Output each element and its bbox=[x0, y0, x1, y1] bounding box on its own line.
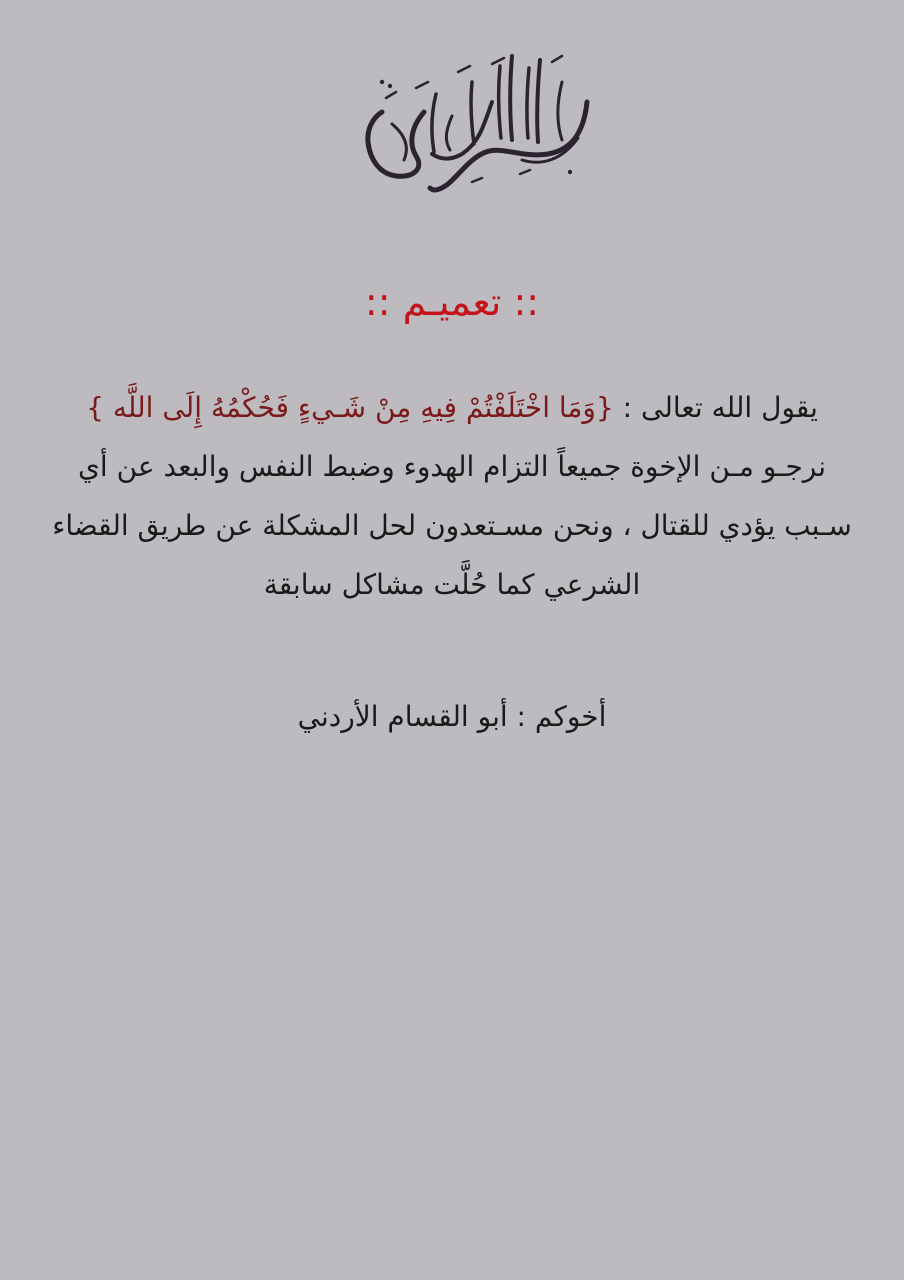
signature bbox=[0, 700, 904, 733]
body-line-1: نرجـو مـن الإخوة جميعاً التزام الهدوء وضبط النفس والبعد عن أي bbox=[78, 450, 826, 483]
announcement-body bbox=[18, 378, 886, 614]
verse-intro: يقول الله تعالى : bbox=[613, 391, 818, 424]
basmala-calligraphy bbox=[352, 42, 597, 202]
body-line-2: سـبب يؤدي للقتال ، ونحن مسـتعدون لحل المشكلة عن طريق القضاء bbox=[52, 509, 852, 542]
page-title: :: تعميـم :: bbox=[364, 280, 540, 324]
quran-verse: {وَمَا اخْتَلَفْتُمْ فِيهِ مِنْ شَـيءٍ فَحُكْمُهُ إِلَى اللَّه } bbox=[86, 391, 614, 424]
verse-line bbox=[18, 378, 886, 437]
signature-text: أخوكم : أبو القسام الأردني bbox=[297, 700, 607, 733]
body-line-3: الشرعي كما حُلَّت مشاكل سابقة bbox=[263, 568, 641, 601]
